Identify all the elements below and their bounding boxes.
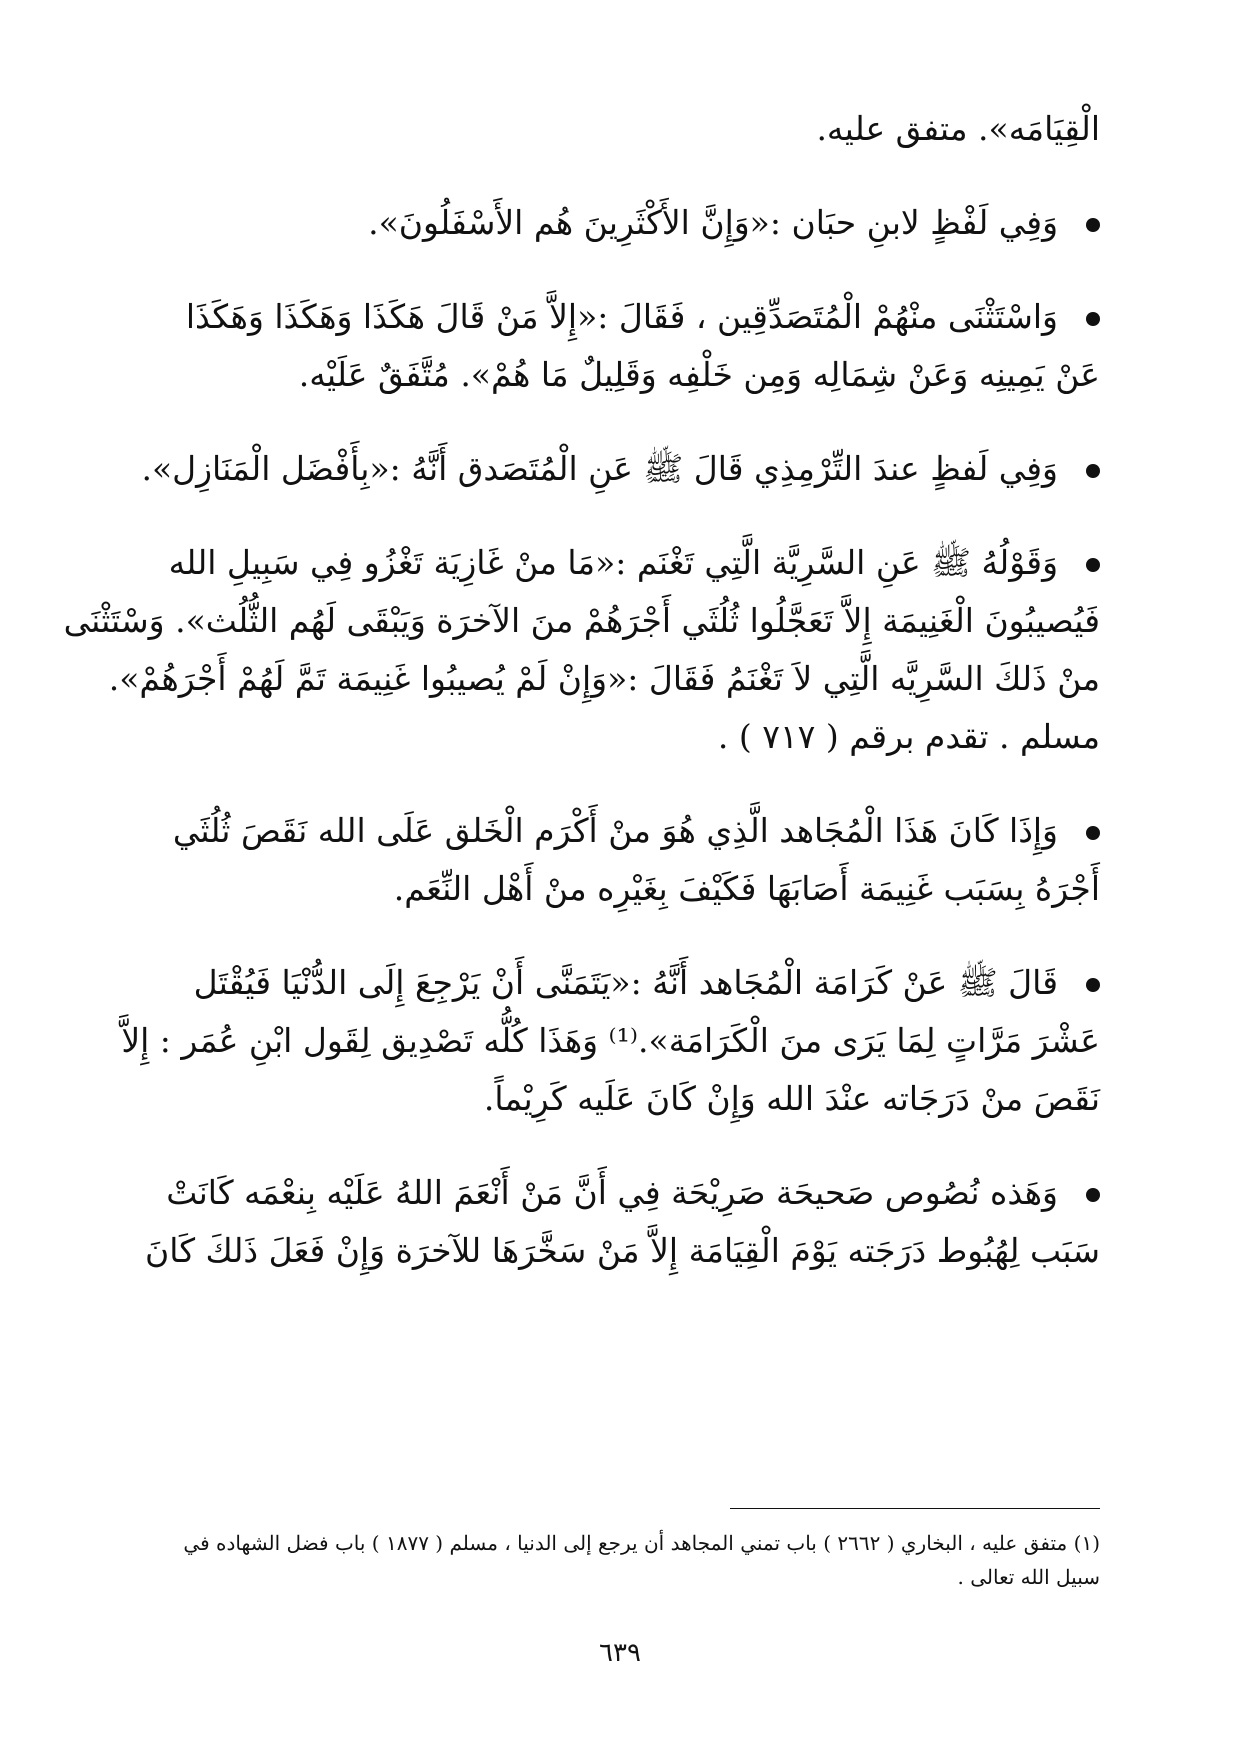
- line-text: وَهَذه نُصُوص صَحيحَة صَرِيْحَة فِي أَنَّ مَنْ أَنْعَمَ اللهُ عَلَيْه بِنعْمَه كَانَتْ: [166, 1173, 1058, 1212]
- bullet-icon: [1086, 558, 1100, 572]
- line-text: أَجْرَهُ بِسَبَب غَنِيمَة أَصَابَهَا فَكَيْفَ بِغَيْرِه منْ أَهْل النِّعَم.: [393, 869, 1100, 908]
- paragraph: [140, 288, 1100, 404]
- paragraph: [140, 802, 1100, 918]
- text-line: [121, 1012, 1100, 1070]
- main-text: [63, 100, 1100, 1316]
- line-text: فَيُصيبُونَ الْغَنِيمَة إِلاَّ تَعَجَّلُوا ثُلُثَي أَجْرَهُمْ منَ الآخرَة وَيَبْقَى لَهُم الثُّلُث». وَسْتَثْنَى: [63, 601, 1100, 640]
- text-line: [140, 440, 1100, 498]
- paragraph: [140, 440, 1100, 498]
- paragraph: [140, 100, 1100, 158]
- text-line: [140, 194, 1100, 252]
- line-text: الْقِيَامَه». متفق عليه.: [816, 109, 1100, 148]
- line-text: عَنْ يَمِينِه وَعَنْ شِمَالِه وَمِن خَلْفِه وَقَلِيلٌ مَا هُمْ». مُتَّفَقٌ عَلَيْه.: [298, 355, 1100, 394]
- text-line: [108, 650, 1100, 708]
- line-text: وَفِي لَفْظٍ لابنِ حبَان :«وَإِنَّ الأَكْثَرِينَ هُم الأَسْفَلُونَ».: [368, 203, 1058, 242]
- line-text: وَإِذَا كَانَ هَذَا الْمُجَاهد الَّذِي هُوَ منْ أَكْرَم الْخَلق عَلَى الله نَقَصَ ثُلُثَي: [172, 811, 1058, 850]
- text-line: [140, 534, 1100, 592]
- bullet-icon: [1086, 826, 1100, 840]
- line-text: مسلم . تقدم برقم ( ٧١٧ ) .: [717, 717, 1100, 756]
- paragraph: [121, 954, 1100, 1128]
- bullet-icon: [1086, 218, 1100, 232]
- page-number: ٦٣٩: [599, 1638, 641, 1668]
- bullet-icon: [1086, 312, 1100, 326]
- text-line: [140, 1164, 1100, 1222]
- line-text: عَشْرَ مَرَّاتٍ لِمَا يَرَى منَ الْكَرَامَة».⁽¹⁾ وَهَذَا كُلُّه تَصْدِيق لِقَول ابْنِ عُمَر : إِلاَّ: [121, 1021, 1100, 1060]
- text-line: [140, 954, 1100, 1012]
- footnote-divider: [730, 1508, 1100, 1509]
- bullet-icon: [1086, 464, 1100, 478]
- line-text: سَبَب لِهُبُوط دَرَجَته يَوْمَ الْقِيَامَة إِلاَّ مَنْ سَخَّرَهَا للآخرَة وَإِنْ فَعَلَ ذَلكَ كَانَ: [145, 1231, 1100, 1270]
- text-line: [63, 592, 1100, 650]
- text-line: [140, 1222, 1100, 1280]
- line-text: وَقَوْلُهُ ﷺ عَنِ السَّرِيَّة الَّتِي تَغْنَم :«مَا منْ غَازِيَة تَغْزُو فِي سَبِيلِ الله: [168, 543, 1058, 582]
- text-line: [140, 346, 1100, 404]
- paragraph: [63, 534, 1100, 766]
- text-line: [140, 100, 1100, 158]
- text-line: [140, 802, 1100, 860]
- text-line: [140, 288, 1100, 346]
- line-text: وَفِي لَفظٍ عندَ التِّرْمِذِي قَالَ ﷺ عَنِ الْمُتَصَدق أَنَّهُ :«بِأَفْضَل الْمَنَازِل».: [141, 449, 1058, 488]
- paragraph: [140, 194, 1100, 252]
- text-line: [140, 860, 1100, 918]
- bullet-icon: [1086, 978, 1100, 992]
- line-text: نَقَصَ منْ دَرَجَاته عنْدَ الله وَإِنْ كَانَ عَلَيه كَرِيْماً.: [483, 1079, 1100, 1118]
- line-text: وَاسْتَثْنَى منْهُمْ الْمُتَصَدِّقِين ، فَقَالَ :«إِلاَّ مَنْ قَالَ هَكَذَا وَهَكَذَا وَهَكَذَا: [185, 297, 1058, 336]
- bullet-icon: [1086, 1188, 1100, 1202]
- text-line: [140, 1070, 1100, 1128]
- line-text: منْ ذَلكَ السَّرِيَّه الَّتِي لاَ تَغْنَمُ فَقَالَ :«وَإِنْ لَمْ يُصيبُوا غَنِيمَة تَمَّ لَهُمْ أَجْرَهُمْ».: [108, 659, 1100, 698]
- footnote: (١) متفق عليه ، البخاري ( ٢٦٦٢ ) باب تمني المجاهد أن يرجع إلى الدنيا ، مسلم ( ١٨٧٧ ) باب فضل الشهاده في سبيل الله تعالى .: [183, 1531, 1100, 1589]
- line-text: قَالَ ﷺ عَنْ كَرَامَة الْمُجَاهد أَنَّهُ :«يَتَمَنَّى أَنْ يَرْجِعَ إِلَى الدُّنْيَا فَيُقْتَل: [193, 963, 1058, 1002]
- paragraph: [140, 1164, 1100, 1280]
- text-line: [140, 708, 1100, 766]
